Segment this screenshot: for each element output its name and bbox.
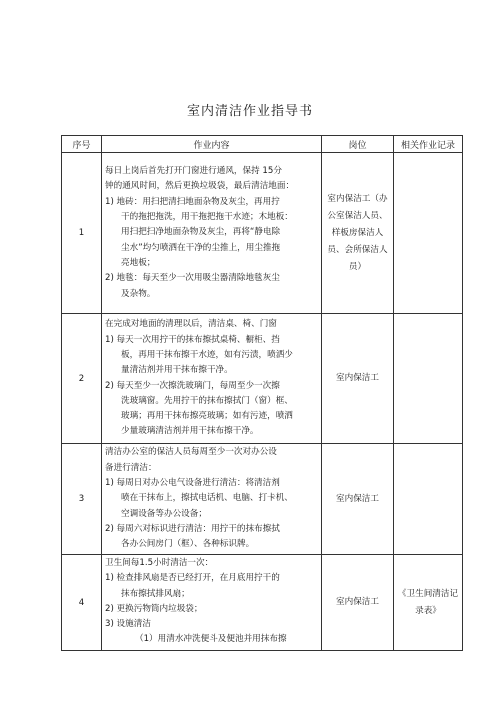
content-line: （1）用清水冲洗便斗及便池并用抹布擦 <box>135 634 287 645</box>
content-line: 尘水”均匀喷洒在干净的尘推上，用尘推拖 <box>121 242 281 253</box>
content-line: 亮地板； <box>121 257 156 268</box>
content-line: 用扫把扫净地面杂物及灰尘，再将“静电除 <box>121 227 281 238</box>
content-line: 2) 地毯：每天至少一次用吸尘器清除地毯灰尘 <box>105 273 280 284</box>
header-record: 相关作业记录 <box>394 136 463 153</box>
content-line: 干的拖把拖洗，用干拖把拖干水迹；木地板： <box>121 212 293 223</box>
row-record: 《卫生间清洁记录表》 <box>394 555 463 651</box>
content-line: 及杂物。 <box>121 288 156 299</box>
header-content: 作业内容 <box>102 136 322 153</box>
row-number: 4 <box>62 555 102 651</box>
row-post: 室内保洁工（办公室保洁人员、样板房保洁人员、会所保洁人员） <box>322 153 394 314</box>
row-number: 1 <box>62 153 102 314</box>
document-title: 室内清洁作业指导书 <box>186 104 313 119</box>
content-line: 2) 每周六对标识进行清洁：用拧干的抹布擦拭 <box>105 523 280 534</box>
content-line: 钟的通风时间，然后更换垃圾袋，最后清洁地面： <box>105 181 295 192</box>
content-line: 2) 更换污物筒内垃圾袋； <box>105 603 203 614</box>
content-line: 1) 检查排风扇是否已经打开，在月底用拧干的 <box>105 573 280 584</box>
content-line: 量清洁剂并用干抹布擦干净。 <box>121 365 233 376</box>
content-line: 各办公间房门（框）、各种标识牌。 <box>121 539 255 550</box>
table-row <box>62 153 463 314</box>
content-line: 抹布擦拭排风扇； <box>121 588 190 599</box>
instruction-table <box>61 135 463 651</box>
content-line: 每日上岗后首先打开门窗进行通风，保持 15分 <box>105 166 282 177</box>
content-line: 1) 地砖：用扫把清扫地面杂物及灰尘，再用拧 <box>105 196 280 207</box>
row-number: 3 <box>62 444 102 555</box>
content-line: 在完成对地面的清理以后，清洁桌、椅、门窗 <box>105 319 277 330</box>
content-line: 洗玻璃窗。先用拧干的抹布擦拭门（窗）框、 <box>121 395 293 406</box>
content-line: 空调设备等办公设备； <box>121 508 207 519</box>
row-record <box>394 153 463 314</box>
row-post: 室内保洁工 <box>322 314 394 444</box>
row-content <box>102 153 322 314</box>
content-line: 清洁办公室的保洁人员每周至少一次对办公设 <box>105 447 277 458</box>
row-record <box>394 314 463 444</box>
row-post: 室内保洁工 <box>322 555 394 651</box>
content-line: 3) 设施清洁 <box>105 619 151 630</box>
header-row <box>62 136 463 153</box>
row-content <box>102 444 322 555</box>
header-no: 序号 <box>62 136 102 153</box>
row-content <box>102 314 322 444</box>
content-line: 少量玻璃清洁剂并用干抹布擦干净。 <box>121 426 259 437</box>
header-post: 岗位 <box>322 136 394 153</box>
content-line: 玻璃；再用干抹布擦亮玻璃；如有污迹，喷洒 <box>121 411 293 422</box>
content-line: 喷在干抹布上，擦拭电话机、电脑、打卡机、 <box>121 493 293 504</box>
row-number: 2 <box>62 314 102 444</box>
table-row <box>62 314 463 444</box>
table-row <box>62 555 463 651</box>
content-line: 卫生间每1.5小时清洁一次： <box>105 558 214 568</box>
content-line: 板，再用干抹布擦干水迹，如有污渍，喷洒少 <box>121 349 293 360</box>
content-line: 备进行清洁： <box>105 462 157 473</box>
content-line: 1) 每周日对办公电气设备进行清洁：将清洁剂 <box>105 478 280 489</box>
row-content <box>102 555 322 651</box>
row-post: 室内保洁工 <box>322 444 394 555</box>
row-record <box>394 444 463 555</box>
table-row <box>62 444 463 555</box>
content-line: 1) 每天一次用拧干的抹布擦拭桌椅、橱柜、挡 <box>105 334 280 345</box>
content-line: 2) 每天至少一次擦洗玻璃门，每周至少一次擦 <box>105 380 280 391</box>
